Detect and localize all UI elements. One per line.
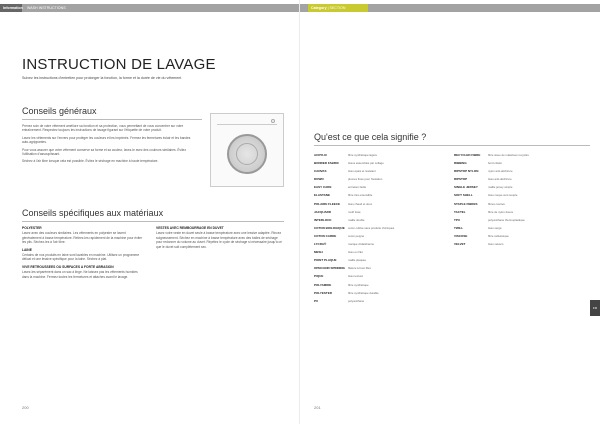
glossary-entry [314,186,442,190]
glossary-entry [314,284,442,288]
material-text: Certains de nos produits en laine sont lavables en machine. Utilisez un programme délicat et une lessive spécifique pour la laine. Séchez à plat. [22,253,140,262]
glossary-definition: polyuréthane thermoplastique [488,217,525,222]
glossary-definition: coton peigné [348,233,365,238]
glossary-entry [454,162,586,166]
glossary-term: DOWN [314,177,324,182]
lead-text: Suivez les instructions d'entretien pour prolonger la fonction, la forme et la durée de vie du vêtement [22,76,182,80]
glossary-definition: motif tissé [348,209,361,214]
glossary-column-1 [314,154,442,308]
material-title: VIVE RETROUSSEES OU SURFACES A FORTE ABRASION [22,264,114,269]
glossary-term: MESH [314,250,323,255]
glossary-term: POLYESTER [314,290,332,295]
glossary-definition: fibre cellulosique [488,233,509,238]
glossary-term: POLYAMIDE [314,282,332,287]
washing-machine-door [227,134,267,174]
general-paragraph: Prenez soin de votre vêtement améliore sa fonction et sa protection, vous permettant de vous concentrer sur votre entraînement. Respectez toujours les instructions de lavage figurant sur l'étiquette de votre produit. [22,124,184,133]
glossary-definition: tissu velours [488,242,504,247]
glossary-term: STAPLE FIBRES [454,201,478,206]
page-number-left: 200 [22,405,29,410]
general-heading: Conseils généraux [22,106,97,116]
glossary-term: PIQUE [314,274,324,279]
materials-col2 [156,226,284,252]
header-category-tag: Category | SECTION [308,4,368,12]
glossary-term: VELVET [454,242,466,247]
glossary-entry [454,170,586,174]
glossary-entry [454,211,586,215]
glossary-term: EASY CARE [314,185,332,190]
right-page [300,0,600,424]
glossary-entry [454,194,586,198]
glossary-entry [314,259,442,263]
glossary-term: POLAIRE FLEECE [314,201,341,206]
glossary-definition: tissu épais et résistant [348,169,376,174]
glossary-term: PU [314,298,319,303]
general-paragraph: Séchez à l'air libre lorsque cela est possible. Évitez le séchage en machine à haute température. [22,159,159,164]
material-title: LAINE [22,247,32,252]
glossary-definition: tissu en filet [348,250,363,255]
left-header-bar [0,4,300,12]
page-number-right: 201 [314,405,321,410]
glossary-definition: coton cultivé sans produits chimiques [348,225,395,230]
material-text: Lavez-les séparément dans un sac à linge. Ne laissez pas les vêtements humides dans la machine. Fermez toutes les fermetures et attaches avant le lavage. [22,270,138,279]
glossary-entry [454,203,586,207]
glossary-term: SOFT SHELL [454,193,473,198]
glossary-term: ACRYLIC [314,153,328,157]
material-title: VESTES AVEC REMBOURRAGE EN DUVET [156,226,224,230]
glossary-entry [454,186,586,190]
glossary-entry [314,162,442,166]
glossary-definition: fibre issue de matériaux recyclés [488,153,529,157]
glossary-definition: maille plaquée [348,258,367,263]
right-header-bar [300,4,600,12]
glossary-definition: tissu anti-déchirure [488,177,512,182]
glossary-term: COTON BIOLOGIQUE [314,225,345,230]
glossary-term: TWILL [454,225,464,230]
glossary-term: POINT PLAQUE [314,258,337,263]
general-paragraph: Lavez les vêtements sur l'envers pour protéger les couleurs et les imprimés. Fermez les fermetures éclair et les bandes auto-agrippantes. [22,135,191,145]
glossary-term: COTON CARDE [314,233,337,238]
glossary-entry [454,235,586,239]
glossary-entry [314,203,442,207]
glossary-term: TPU [454,217,460,222]
glossary-definition: nylon anti-déchirure [488,169,513,174]
glossary-entry [454,227,586,231]
glossary-entry [314,227,442,231]
glossary-term: RECYCLED FIBRE [454,153,481,157]
glossary-entry [314,267,442,271]
glossary-term: INTERLOCK [314,217,332,222]
glossary-term: SINGLE JERSEY [454,185,478,190]
glossary-entry [314,292,442,296]
glossary-definition: bord côtelé [488,161,502,166]
glossary-definition: maille jersey simple [488,185,513,190]
glossary-term: BONDED FABRIC [314,161,340,166]
language-side-tab: FR [590,300,600,316]
glossary-term: RIPSTOP [454,177,468,182]
general-paragraphs [22,124,192,167]
glossary-term: LYCRA® [314,242,327,247]
glossary-definition: tissu coupe-vent souple [488,193,518,198]
material-title: POLYESTER [22,226,42,230]
glossary-definition: entretien facile [348,185,367,190]
glossary-term: CANVAS [314,169,327,174]
glossary-term: OPEN END SPINNING [314,266,346,271]
glossary-entry [454,219,586,223]
materials-col1 [22,226,144,282]
glossary-definition: fibres courtes [488,201,505,206]
glossary-definition: fibre synthétique durable [348,290,379,295]
glossary-entry [454,178,586,182]
glossary-definition: marque d'élasthanne [348,242,375,247]
glossary-heading: Qu'est ce que cela signifie ? [314,132,427,142]
glossary-entry [454,243,586,247]
glossary-entry [314,154,442,158]
glossary-definition: fibre très extensible [348,193,373,198]
glossary-definition: fibre synthétique légère [348,153,378,157]
glossary-term: RIBBING [454,161,467,166]
glossary-term: RIPSTOP NYLON [454,169,479,174]
glossary-definition: tissus assemblés par collage [348,161,384,166]
glossary-definition: filature à bout libre [348,266,372,271]
glossary-entry [314,275,442,279]
glossary-definition: fibre de nylon douce [488,209,514,214]
page-title: INSTRUCTION DE LAVAGE [22,56,216,73]
glossary-definition: tissu sergé [488,225,502,230]
glossary-entry [314,170,442,174]
glossary-entry [314,243,442,247]
glossary-term: JACQUARD [314,209,332,214]
glossary-term: VISCOSE [454,233,468,238]
materials-heading: Conseils spécifiques aux matériaux [22,208,164,218]
washing-machine-illustration [210,113,284,187]
header-section-tag: Information [0,4,22,12]
glossary-definition: tissu chaud et doux [348,201,373,206]
materials-rule [22,221,284,222]
glossary-term: ELASTANE [314,193,330,198]
general-paragraph: Pour vous assurer que votre vêtement conserve sa forme et sa couleur, lavez-le avec des couleurs similaires. Évitez l'utilisation d'assouplissant. [22,147,187,157]
material-text: Lavez avec des couleurs similaires. Les vêtements en polyester se lavent généralement à basse température. Retirez-les rapidement de la machine pour éviter les plis. Séchez-les à l'air libre. [22,231,143,245]
glossary-entry [314,235,442,239]
glossary-entry [454,154,586,158]
glossary-rule [314,145,590,146]
glossary-definition: plumes fines pour l'isolation [348,177,383,182]
general-rule [22,119,202,120]
washing-machine-knob [271,119,275,123]
material-text: Lavez votre veste en duvet seule à basse température avec une lessive adaptée. Rincez soigneusement. Séchez en machine à basse température avec des balles de séchage pour redonner du volume au duvet. Répétez le cycle de séchage si nécessaire jusqu'à ce que le duvet soit complètement sec. [156,231,282,249]
glossary-entry [314,219,442,223]
glossary-column-2 [454,154,586,251]
glossary-entry [314,178,442,182]
glossary-definition: polyuréthane [348,298,365,303]
glossary-definition: maille double [348,217,365,222]
glossary-entry [314,211,442,215]
glossary-term: TACTEL [454,209,466,214]
glossary-entry [314,300,442,304]
glossary-entry [314,251,442,255]
header-subsection-tag: WASH INSTRUCTIONS [27,6,66,10]
glossary-definition: tissu texturé [348,274,364,279]
washing-machine-drum [236,143,258,165]
washing-machine-panel [217,119,277,125]
glossary-entry [314,194,442,198]
glossary-definition: fibre synthétique [348,282,369,287]
